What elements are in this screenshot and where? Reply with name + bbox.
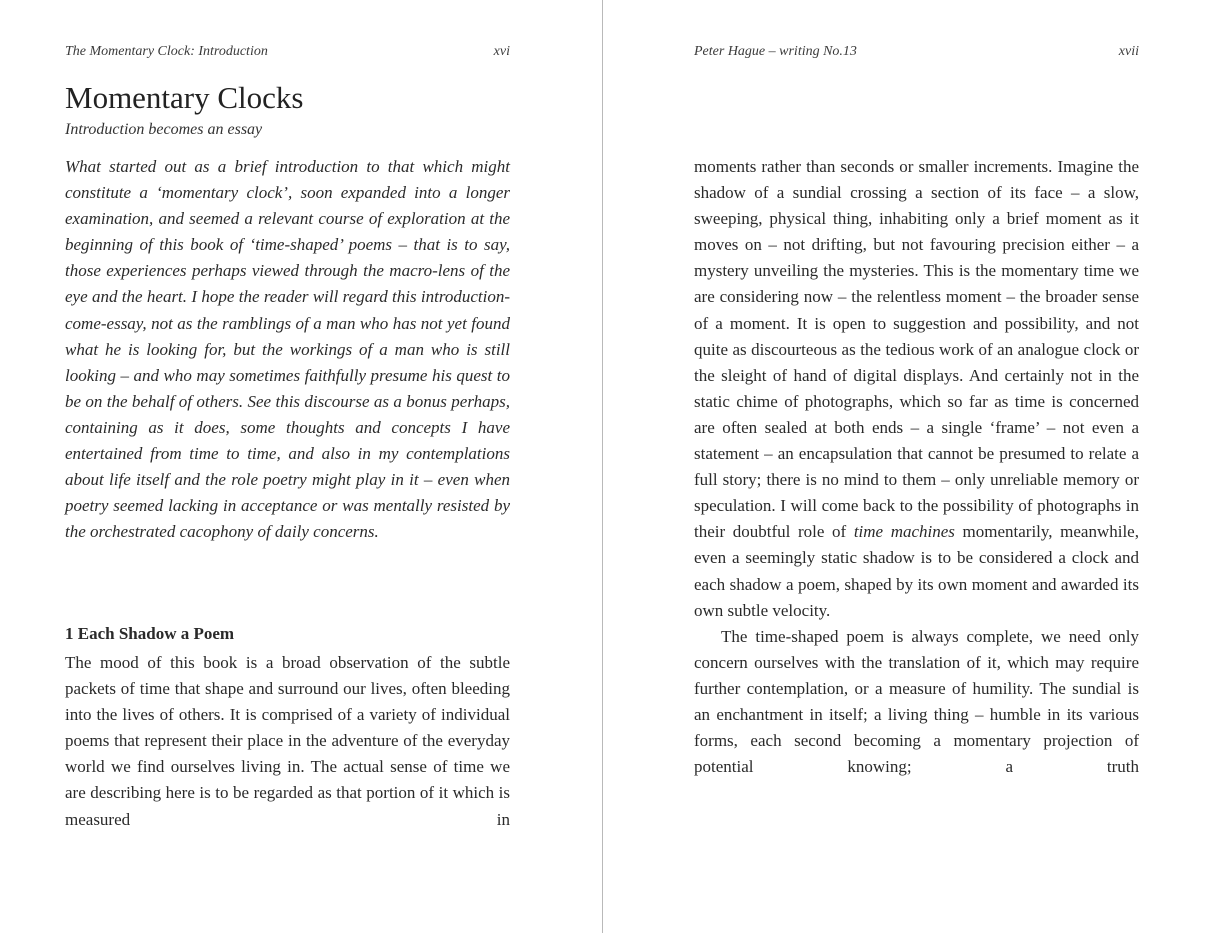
book-spine-divider: [602, 0, 603, 933]
section-heading: 1 Each Shadow a Poem: [65, 624, 235, 643]
body-text: momentarily, meanwhile, even a seemingly static shadow is to be considered a clock and each shadow a poem, shaped by its own moment and awarded its own subtle velocity.: [694, 522, 1139, 620]
body-text-block: [694, 154, 1139, 780]
page-number: xvii: [1118, 44, 1139, 59]
body-paragraph: [694, 154, 1139, 624]
page-number: xvi: [493, 44, 510, 59]
body-paragraph: The time-shaped poem is always complete, we need only concern ourselves with the translation of it, which may require further contemplation, or a measure of humility. The sundial is an enchantment in itself; a living thing – humble in its various forms, each second becoming a momentary projection of potential knowing; a truth: [694, 626, 1139, 777]
running-head: [65, 44, 510, 64]
section-paragraph: The mood of this book is a broad observation of the subtle packets of time that shape and surround our lives, often bleeding into the lives of others. It is comprised of a variety of individual poems that represent their place in the adventure of the everyday world we find ourselves living in. The actual sense of time we are describing here is to be regarded as that portion of it which is measured in: [65, 653, 510, 829]
running-head: [694, 44, 1139, 64]
right-page: [694, 0, 1139, 933]
intro-paragraph: What started out as a brief introduction to that which might constitute a ‘momentary clock’, soon expanded into a longer examination, and seemed a relevant course of exploration at the beginning of this book of ‘time-shaped’ poems – that is to say, those experiences perhaps viewed through the macro-lens of the eye and the heart. I hope the reader will regard this introduction-come-essay, not as the ramblings of a man who has not yet found what he is looking for, but the workings of a man who is still looking – and who may sometimes faithfully presume his quest to be on the behalf of others. See this discourse as a bonus perhaps, containing as it does, some thoughts and concepts I have entertained from time to time, and also in my contemplations about life itself and the role poetry might play in it – even when poetry seemed lacking in acceptance or was mentally resisted by the orchestrated cacophony of daily concerns.: [65, 157, 510, 542]
chapter-subtitle: Introduction becomes an essay: [65, 121, 263, 138]
running-head-title: The Momentary Clock: Introduction: [65, 44, 268, 59]
left-page: [65, 0, 510, 933]
intro-paragraph-block: [65, 154, 510, 545]
emphasis-text: time machines: [853, 522, 955, 542]
body-text: moments rather than seconds or smaller increments. Imagine the shadow of a sundial crossing a section of its face – a slow, sweeping, physical thing, inhabiting only a brief moment as it moves on – not drifting, but not favouring precision either – a mystery unveiling the mysteries. This is the momentary time we are considering now – the relentless moment – the broader sense of a moment. It is open to suggestion and possibility, and not quite as discourteous as the tedious work of an analogue clock or the sleight of hand of digital displays. And certainly not in the static chime of photographs, which so far as time is concerned are often sealed at both ends – a single ‘frame’ – not even a statement – an encapsulation that cannot be presumed to relate a full story; there is no mind to them – only unreliable memory or speculation. I will come back to the possibility of photographs in their doubtful role of: [694, 157, 1139, 542]
section-body-block: [65, 650, 510, 833]
chapter-title: Momentary Clocks: [65, 80, 304, 115]
running-head-title: Peter Hague – writing No.13: [694, 44, 857, 59]
